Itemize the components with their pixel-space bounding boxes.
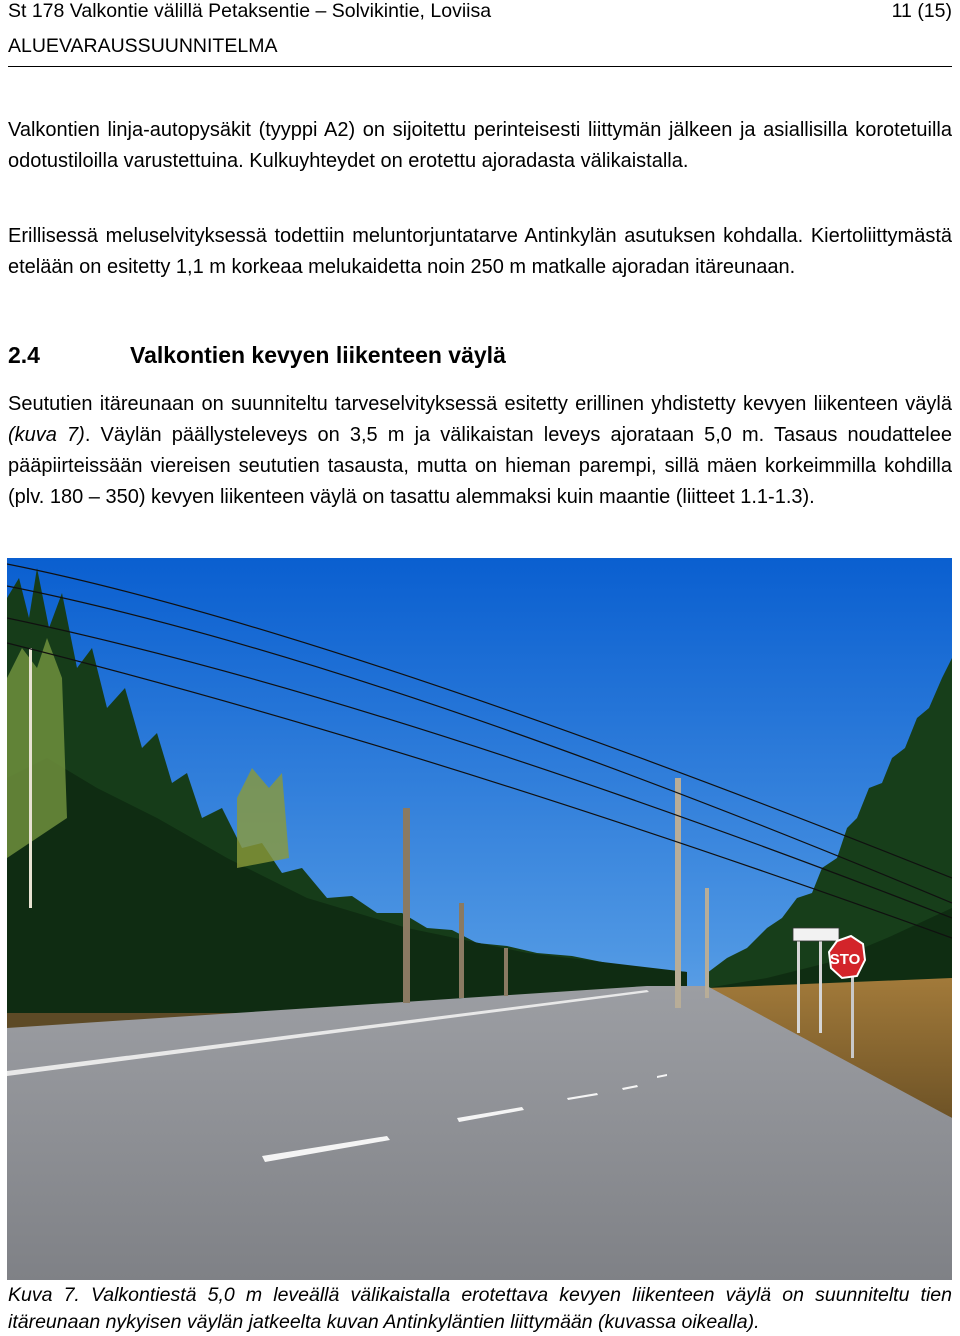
document-subtitle: ALUEVARAUSSUUNNITELMA — [8, 35, 278, 57]
power-pole — [459, 903, 464, 998]
sign-post — [819, 938, 822, 1033]
power-pole — [403, 808, 410, 1003]
document-title: St 178 Valkontie välillä Petaksentie – Solvikintie, Loviisa — [8, 0, 492, 22]
page-header — [8, 0, 952, 57]
paragraph-noise: Erillisessä meluselvityksessä todettiin meluntorjuntatarve Antinkylän asutuksen kohdalla. Kiertoliittymästä etelään on esitetty 1,1 m korkeaa melukaidetta noin 250 m matkalle ajoradan itäreunaan. — [8, 225, 952, 278]
stop-sign-text: STO — [829, 951, 861, 968]
paragraph-text-end: . Väylän päällysteleveys on 3,5 m ja välikaistan leveys ajorataan 5,0 m. Tasaus noudattelee pääpiirteissään viereisen seututien tasausta, mutta on hieman parempi, sillä mäen korkeimmilla kohdilla (plv. 180 – 350) kevyen liikenteen väylä on tasattu alemmaksi kuin maantie (liitteet 1.1-1.3). — [8, 424, 952, 508]
power-pole — [705, 888, 709, 998]
paragraph-text-start: Seututien itäreunaan on suunniteltu tarveselvityksessä esitetty erillinen yhdistetty kevyen liikenteen väylä — [8, 393, 952, 415]
birch-mid — [237, 768, 289, 868]
sign-post — [797, 938, 800, 1033]
section-heading — [8, 339, 506, 371]
section-number: 2.4 — [8, 342, 40, 368]
paragraph-pedestrian-path — [8, 389, 952, 513]
power-pole — [675, 778, 681, 1008]
section-title: Valkontien kevyen liikenteen väylä — [130, 342, 506, 368]
birch-trunk — [29, 648, 32, 908]
header-divider — [8, 66, 952, 67]
page-number: 11 (15) — [891, 0, 952, 22]
figure-reference[interactable]: (kuva 7) — [8, 424, 85, 446]
street-name-sign — [793, 928, 839, 941]
stop-sign-post — [851, 968, 854, 1058]
power-pole — [504, 948, 508, 996]
figure-caption: Kuva 7. Valkontiestä 5,0 m leveällä välikaistalla erotettava kevyen liikenteen väylä on suunniteltu tien itäreunaan nykyisen väylän jatkeelta kuvan Antinkyläntien liittymään (kuvassa oikealla). — [8, 1284, 952, 1333]
road-photo — [7, 558, 952, 1280]
paragraph-bus-stops: Valkontien linja-autopysäkit (tyyppi A2) on sijoitettu perinteisesti liittymän jälkeen ja asiallisilla korotetuilla odotustiloilla varustettuina. Kulkuyhteydet on erotettu ajoradasta välikaistalla. — [8, 119, 952, 172]
